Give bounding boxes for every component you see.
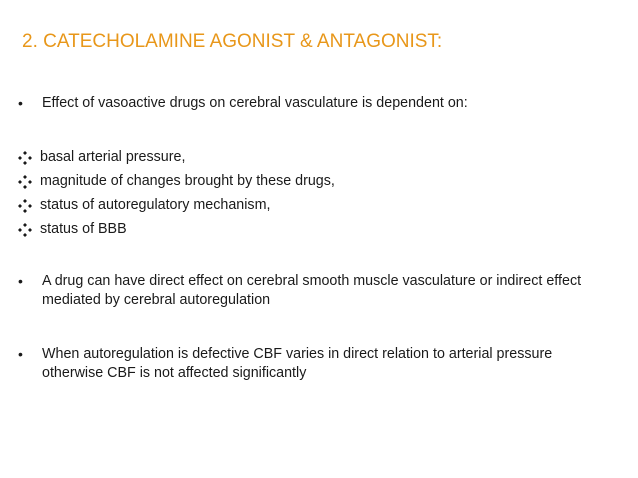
four-diamond-icon [18,199,32,213]
sub-item-text: basal arterial pressure, [40,149,186,165]
sub-item-text: status of BBB [40,221,127,237]
bullet-item [18,345,618,385]
slide-title: 2. CATECHOLAMINE AGONIST & ANTAGONIST: [22,31,443,52]
sub-item-text: magnitude of changes brought by these drugs, [40,173,335,189]
bullet-text: A drug can have direct effect on cerebral smooth muscle vasculature or indirect effect mediated by cerebral autoregulation [42,273,582,308]
four-diamond-icon [18,175,32,189]
four-diamond-icon [18,151,32,165]
bullet-item [18,272,618,312]
four-diamond-icon [18,223,32,237]
bullet-marker: • [18,346,23,362]
bullet-item [18,94,618,114]
bullet-marker: • [18,95,23,111]
bullet-text: Effect of vasoactive drugs on cerebral vasculature is dependent on: [42,95,468,111]
sub-item-text: status of autoregulatory mechanism, [40,197,271,213]
bullet-marker: • [18,273,23,289]
bullet-text: When autoregulation is defective CBF varies in direct relation to arterial pressure otherwise CBF is not affected significantly [42,346,553,381]
